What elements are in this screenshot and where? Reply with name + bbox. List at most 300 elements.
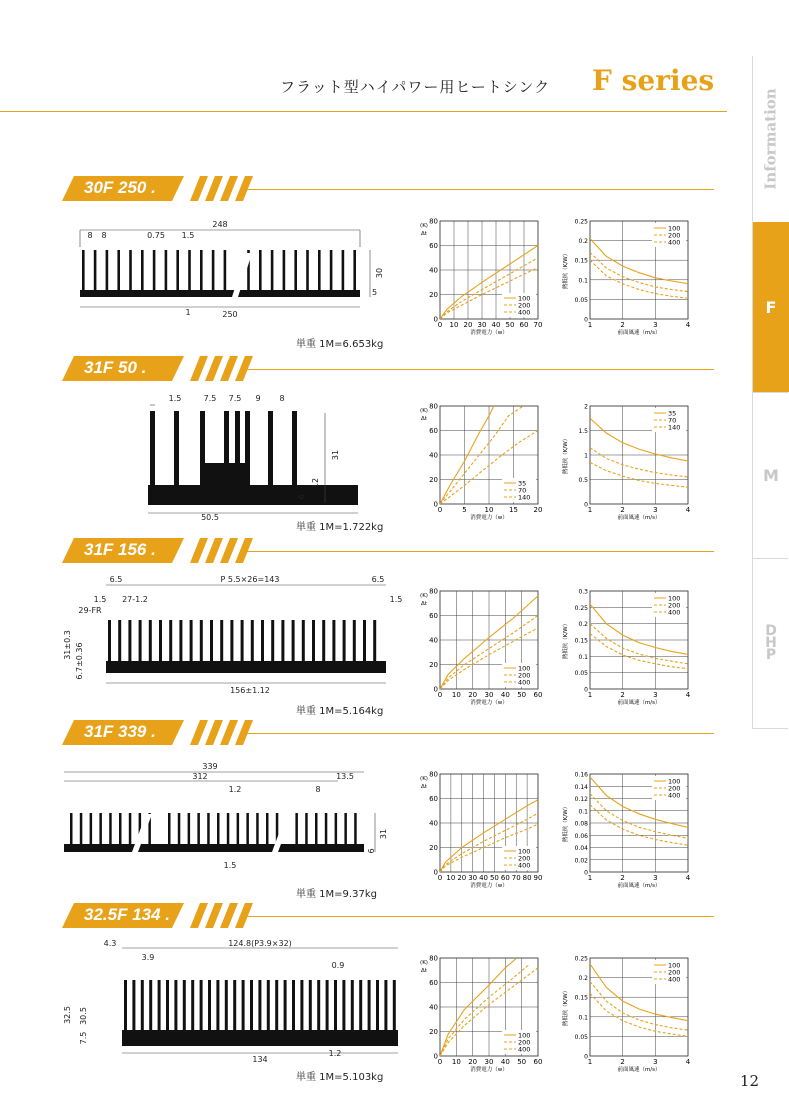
y-axis-label: 熱抵抗（K/W） xyxy=(563,620,569,660)
temperature-rise-chart xyxy=(410,585,543,706)
fin xyxy=(108,620,111,661)
fin xyxy=(174,980,177,1030)
banner-stripe xyxy=(205,176,223,201)
x-tick-label: 20 xyxy=(468,691,478,699)
thermal-resistance-chart xyxy=(560,952,691,1073)
tab-dhp-label: D H P xyxy=(765,623,777,663)
fin xyxy=(332,620,335,661)
fin xyxy=(300,980,303,1030)
y-tick-label: 40 xyxy=(429,819,438,828)
fin xyxy=(224,250,227,290)
fin xyxy=(271,250,274,290)
legend-label: 400 xyxy=(518,678,531,687)
fin xyxy=(99,813,102,844)
fin xyxy=(190,620,193,661)
fin xyxy=(153,250,156,290)
x-tick-label: 2 xyxy=(620,321,625,329)
unit-weight: 単重 1M=6.653kg xyxy=(296,339,384,350)
dimension-label: 7.5 xyxy=(228,394,242,403)
fin xyxy=(158,980,161,1030)
thermal-resistance-chart xyxy=(560,215,691,336)
x-tick-label: 3 xyxy=(653,1058,658,1066)
x-tick-label: 40 xyxy=(500,1058,510,1066)
base-plate xyxy=(200,463,248,485)
fin xyxy=(384,980,387,1030)
temperature-rise-chart xyxy=(410,215,543,336)
y-axis-label: Δt xyxy=(421,968,427,974)
base-plate xyxy=(148,485,358,505)
legend-label: 100 xyxy=(518,1031,531,1040)
legend-label: 100 xyxy=(668,777,681,786)
fin xyxy=(225,980,228,1030)
dimension-label: 8 xyxy=(101,231,107,240)
fin xyxy=(174,411,179,486)
x-tick-label: 70 xyxy=(533,321,543,329)
y-tick-label: 0.05 xyxy=(574,1033,588,1041)
legend-label: 100 xyxy=(518,664,531,673)
fin xyxy=(212,250,215,290)
legend-label: 400 xyxy=(668,608,681,617)
unit-weight: 単重 1M=5.164kg xyxy=(296,706,384,717)
banner-stripe xyxy=(220,356,238,381)
x-axis-label: 消費電力（w） xyxy=(470,1067,508,1073)
section-rule xyxy=(244,916,714,917)
y-tick-label: 60 xyxy=(429,795,438,803)
y-tick-label: 0.3 xyxy=(578,588,588,596)
fin xyxy=(200,250,203,290)
fin xyxy=(315,813,318,844)
x-tick-label: 50 xyxy=(489,874,499,882)
fin xyxy=(284,980,287,1030)
fin xyxy=(118,620,121,661)
x-tick-label: 3 xyxy=(653,691,658,699)
y-tick-label: 0.15 xyxy=(574,994,588,1002)
dimension-label: 250 xyxy=(222,310,238,319)
legend-label: 400 xyxy=(668,975,681,984)
profile-drawing xyxy=(60,940,400,1070)
fin xyxy=(216,980,219,1030)
dimension-label: 1 xyxy=(185,308,191,317)
fin xyxy=(271,620,274,661)
y-tick-label: 0.12 xyxy=(574,796,588,803)
dimension-label: 30 xyxy=(375,267,384,279)
fin xyxy=(227,813,230,844)
fin xyxy=(129,813,132,844)
y-axis-unit: (K) xyxy=(420,223,428,229)
dimension-label: 9 xyxy=(255,394,261,403)
dimension-label: 50.5 xyxy=(201,513,219,522)
fin xyxy=(393,980,396,1030)
x-tick-label: 4 xyxy=(685,1058,691,1066)
fin xyxy=(354,813,357,844)
x-axis-label: 前面風速（m/s） xyxy=(617,1067,661,1073)
dimension-label: 13.5 xyxy=(336,772,354,781)
legend-label: 100 xyxy=(668,224,681,233)
dimension-label: 7.5 xyxy=(203,394,217,403)
x-tick-label: 1 xyxy=(587,506,593,514)
banner-stripe xyxy=(205,720,223,745)
y-tick-label: 0 xyxy=(433,868,438,877)
y-tick-label: 80 xyxy=(429,217,438,226)
fin xyxy=(183,980,186,1030)
x-tick-label: 20 xyxy=(533,506,543,514)
fin xyxy=(197,813,200,844)
fin xyxy=(149,620,152,661)
y-tick-label: 60 xyxy=(429,612,438,620)
tab-f[interactable] xyxy=(752,222,789,392)
x-tick-label: 0 xyxy=(437,691,443,699)
dimension-label: 8 xyxy=(315,785,321,794)
dimension-label: 134 xyxy=(252,1055,268,1064)
y-tick-label: 40 xyxy=(429,1003,438,1012)
fin xyxy=(261,620,264,661)
fin xyxy=(176,250,179,290)
x-tick-label: 30 xyxy=(484,1058,494,1066)
y-tick-label: 0.2 xyxy=(578,621,588,629)
y-tick-label: 0.1 xyxy=(578,653,588,661)
legend-label: 200 xyxy=(518,301,531,310)
y-tick-label: 80 xyxy=(429,954,438,963)
x-tick-label: 5 xyxy=(462,506,467,514)
y-axis-label: 熱抵抗（K/W） xyxy=(563,435,569,475)
fin xyxy=(363,620,366,661)
x-tick-label: 50 xyxy=(517,691,527,699)
banner-stripe xyxy=(205,356,223,381)
x-tick-label: 1 xyxy=(587,1058,593,1066)
fin xyxy=(292,411,297,486)
y-tick-label: 0.16 xyxy=(574,771,588,779)
y-tick-label: 0.1 xyxy=(578,277,588,285)
x-tick-label: 20 xyxy=(468,1058,478,1066)
fin xyxy=(188,813,191,844)
fin xyxy=(326,980,329,1030)
fin xyxy=(128,620,131,661)
fin xyxy=(268,411,273,486)
tab-m-label: M xyxy=(763,465,779,485)
y-tick-label: 0.08 xyxy=(574,820,588,828)
x-tick-label: 40 xyxy=(491,321,501,329)
dimension-label: 6 xyxy=(367,848,376,854)
tab-m[interactable] xyxy=(752,392,789,558)
dimension-label: 12 xyxy=(311,477,320,489)
y-tick-label: 80 xyxy=(429,770,438,779)
x-tick-label: 4 xyxy=(685,506,691,514)
y-tick-label: 0 xyxy=(433,500,438,509)
y-axis-unit: (K) xyxy=(420,776,428,782)
section-title: 32.5F 134 . xyxy=(84,905,171,924)
legend-label: 35 xyxy=(668,409,677,418)
x-tick-label: 20 xyxy=(463,321,473,329)
x-tick-label: 60 xyxy=(500,874,510,882)
fin xyxy=(90,813,93,844)
fin xyxy=(188,250,191,290)
y-tick-label: 0.05 xyxy=(574,296,588,304)
x-tick-label: 4 xyxy=(685,874,691,882)
x-tick-label: 3 xyxy=(653,321,658,329)
dimension-label: 248 xyxy=(212,220,228,229)
x-tick-label: 0 xyxy=(437,321,443,329)
fin xyxy=(376,980,379,1030)
fin xyxy=(70,813,73,844)
fin xyxy=(200,980,203,1030)
y-axis-label: Δt xyxy=(421,231,427,237)
dimension-label: 4.3 xyxy=(103,939,117,948)
page-number: 12 xyxy=(740,1072,760,1090)
series-title: F series xyxy=(592,64,715,97)
y-tick-label: 0 xyxy=(433,315,438,324)
fin xyxy=(129,250,132,290)
temperature-rise-chart xyxy=(410,400,543,521)
fin xyxy=(312,620,315,661)
fin xyxy=(191,980,194,1030)
legend-label: 200 xyxy=(518,854,531,863)
x-tick-label: 30 xyxy=(484,691,494,699)
banner-stripe xyxy=(220,903,238,928)
y-tick-label: 0.02 xyxy=(574,857,588,865)
section-rule xyxy=(244,189,714,190)
legend-label: 200 xyxy=(518,1038,531,1047)
fin xyxy=(373,620,376,661)
y-tick-label: 0.2 xyxy=(578,238,588,246)
legend-label: 400 xyxy=(668,791,681,800)
dimension-label: 29-FR xyxy=(78,606,102,615)
banner-stripe xyxy=(190,903,208,928)
x-tick-label: 3 xyxy=(653,506,658,514)
x-axis-label: 消費電力（w） xyxy=(470,700,508,706)
banner-stripe xyxy=(190,176,208,201)
fin xyxy=(335,813,338,844)
legend-label: 100 xyxy=(518,294,531,303)
fin xyxy=(259,250,262,290)
dimension-label: 1.2 xyxy=(328,1049,342,1058)
y-tick-label: 60 xyxy=(429,979,438,987)
legend-label: 200 xyxy=(518,671,531,680)
fin xyxy=(166,980,169,1030)
x-tick-label: 3 xyxy=(653,874,658,882)
dimension-label: 1.5 xyxy=(223,861,237,870)
fin xyxy=(149,980,152,1030)
x-tick-label: 60 xyxy=(519,321,529,329)
y-tick-label: 0.06 xyxy=(574,832,588,840)
x-tick-label: 10 xyxy=(449,321,459,329)
x-axis-label: 前面風速（m/s） xyxy=(617,700,661,706)
fin xyxy=(82,250,85,290)
legend-label: 200 xyxy=(668,968,681,977)
section-banner xyxy=(62,356,244,381)
y-tick-label: 0 xyxy=(584,1053,588,1061)
legend-label: 400 xyxy=(518,308,531,317)
temperature-rise-chart xyxy=(410,952,543,1073)
base-plate xyxy=(122,1030,398,1046)
x-tick-label: 30 xyxy=(477,321,487,329)
dimension-label: 312 xyxy=(192,772,208,781)
y-axis-unit: (K) xyxy=(420,408,428,414)
fin xyxy=(343,620,346,661)
fin xyxy=(322,620,325,661)
dimension-label: 5 xyxy=(372,288,378,297)
y-axis-label: 熱抵抗（K/W） xyxy=(563,987,569,1027)
y-tick-label: 0 xyxy=(584,686,588,694)
y-tick-label: 0.25 xyxy=(574,604,588,612)
x-tick-label: 20 xyxy=(457,874,467,882)
y-tick-label: 20 xyxy=(429,291,438,299)
dimension-label: 6.7±0.36 xyxy=(75,642,84,680)
dimension-label: 156±1.12 xyxy=(230,686,270,695)
base-plate xyxy=(80,290,360,297)
section-title: 31F 50 . xyxy=(84,358,147,377)
dimension-label: 6.5 xyxy=(109,575,123,584)
y-tick-label: 20 xyxy=(429,1028,438,1036)
fin xyxy=(235,411,240,486)
profile-drawing xyxy=(60,393,400,523)
x-tick-label: 0 xyxy=(437,506,443,514)
y-tick-label: 20 xyxy=(429,844,438,852)
y-tick-label: 0 xyxy=(584,316,588,324)
legend-label: 35 xyxy=(518,479,527,488)
section-banner xyxy=(62,720,244,745)
fin xyxy=(150,411,155,486)
y-tick-label: 40 xyxy=(429,451,438,460)
fin xyxy=(283,250,286,290)
legend-label: 70 xyxy=(668,416,677,425)
fin xyxy=(342,980,345,1030)
x-tick-label: 90 xyxy=(533,874,543,882)
x-axis-label: 消費電力（w） xyxy=(470,330,508,336)
x-tick-label: 50 xyxy=(517,1058,527,1066)
dimension-label: 8 xyxy=(279,394,285,403)
x-tick-label: 60 xyxy=(533,691,543,699)
fin xyxy=(200,620,203,661)
dimension-label: 27-1.2 xyxy=(122,595,148,604)
fin xyxy=(159,620,162,661)
fin xyxy=(353,620,356,661)
tab-information-label: Information xyxy=(762,88,781,190)
x-tick-label: 4 xyxy=(685,321,691,329)
x-tick-label: 10 xyxy=(446,874,456,882)
profile-drawing xyxy=(60,575,403,705)
y-tick-label: 60 xyxy=(429,242,438,250)
y-tick-label: 0.1 xyxy=(578,1014,588,1022)
x-tick-label: 40 xyxy=(479,874,489,882)
section-banner xyxy=(62,538,244,563)
banner-stripe xyxy=(220,720,238,745)
x-tick-label: 60 xyxy=(533,1058,543,1066)
profile-drawing xyxy=(60,215,400,325)
y-tick-label: 40 xyxy=(429,636,438,645)
fin xyxy=(210,620,213,661)
dimension-label: 1.5 xyxy=(93,595,107,604)
y-tick-label: 1.5 xyxy=(578,428,588,435)
banner-stripe xyxy=(205,903,223,928)
y-tick-label: 80 xyxy=(429,587,438,596)
banner-stripe xyxy=(190,538,208,563)
x-tick-label: 15 xyxy=(509,506,518,514)
y-tick-label: 0.14 xyxy=(574,783,588,791)
section-banner xyxy=(62,903,244,928)
fin xyxy=(317,980,320,1030)
y-axis-unit: (K) xyxy=(420,960,428,966)
section-rule xyxy=(244,551,714,552)
y-tick-label: 0 xyxy=(584,869,588,877)
y-tick-label: 0 xyxy=(433,1052,438,1061)
x-tick-label: 30 xyxy=(468,874,478,882)
banner-stripe xyxy=(220,538,238,563)
x-tick-label: 1 xyxy=(587,691,593,699)
x-tick-label: 4 xyxy=(685,691,691,699)
dimension-label: 124.8(P3.9×32) xyxy=(228,939,292,948)
unit-weight: 単重 1M=5.103kg xyxy=(296,1072,384,1083)
fin xyxy=(217,813,220,844)
fin xyxy=(241,620,244,661)
fin xyxy=(109,813,112,844)
fin xyxy=(250,980,253,1030)
dimension-label: 0.75 xyxy=(147,231,165,240)
fin xyxy=(292,620,295,661)
dimension-label: 1.5 xyxy=(389,595,403,604)
fin xyxy=(292,980,295,1030)
legend-label: 200 xyxy=(668,231,681,240)
dimension-label: 31±0.3 xyxy=(63,630,72,660)
base-plate xyxy=(64,844,364,852)
y-tick-label: 60 xyxy=(429,427,438,435)
dimension-label: 0.9 xyxy=(331,961,345,970)
page-title: フラット型ハイパワー用ヒートシンク xyxy=(280,78,551,96)
fin xyxy=(344,813,347,844)
y-tick-label: 0.5 xyxy=(578,477,588,484)
x-tick-label: 50 xyxy=(505,321,515,329)
fin xyxy=(169,620,172,661)
dimension-label: 1.5 xyxy=(181,231,195,240)
y-tick-label: 0.2 xyxy=(578,975,588,983)
dimension-label: 8 xyxy=(87,231,93,240)
y-tick-label: 0.05 xyxy=(574,670,588,678)
x-tick-label: 10 xyxy=(451,691,461,699)
tab-information[interactable] xyxy=(752,56,789,222)
tab-dhp[interactable] xyxy=(752,558,789,728)
x-tick-label: 1 xyxy=(587,874,593,882)
fin xyxy=(359,980,362,1030)
fin xyxy=(351,980,354,1030)
fin xyxy=(306,250,309,290)
y-axis-label: Δt xyxy=(421,601,427,607)
fin xyxy=(141,250,144,290)
section-title: 31F 156 . xyxy=(84,540,156,559)
fin xyxy=(139,620,142,661)
dimension-label: 1.2 xyxy=(228,785,242,794)
fin xyxy=(141,980,144,1030)
legend-label: 200 xyxy=(668,784,681,793)
y-tick-label: 40 xyxy=(429,266,438,275)
tab-divider xyxy=(752,728,788,729)
fin xyxy=(246,813,249,844)
section-banner xyxy=(62,176,244,201)
fin xyxy=(294,250,297,290)
x-tick-label: 80 xyxy=(522,874,532,882)
x-tick-label: 10 xyxy=(451,1058,461,1066)
fin xyxy=(220,620,223,661)
fin xyxy=(251,620,254,661)
x-tick-label: 40 xyxy=(500,691,510,699)
x-axis-label: 消費電力（w） xyxy=(470,515,508,521)
fin xyxy=(124,980,127,1030)
fin xyxy=(256,813,259,844)
y-tick-label: 0.25 xyxy=(574,218,588,226)
fin xyxy=(94,250,97,290)
thermal-resistance-chart xyxy=(560,585,691,706)
x-axis-label: 前面風速（m/s） xyxy=(617,330,661,336)
fin xyxy=(305,813,308,844)
legend-label: 400 xyxy=(518,1045,531,1054)
